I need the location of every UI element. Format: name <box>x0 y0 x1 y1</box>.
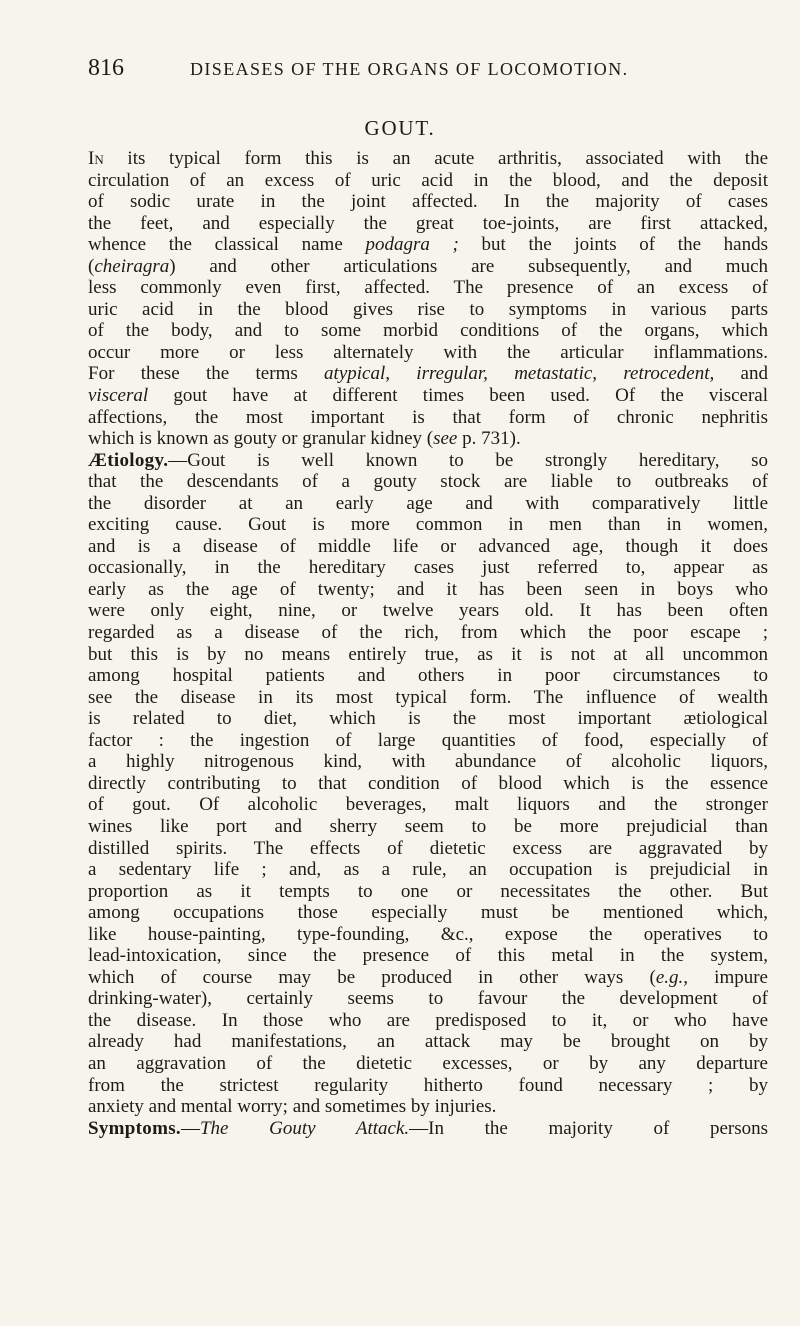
text-run: and <box>714 363 768 385</box>
text-line <box>88 299 768 321</box>
page-number: 816 <box>88 55 124 81</box>
text-run: and is a disease of middle life or advanced age, though it does <box>88 535 768 557</box>
text-run: early as the age of twenty; and it has been seen in boys who <box>88 578 768 600</box>
text-run: occur more or less alternately with the articular inflammations. <box>88 341 768 363</box>
text-run: ( <box>88 255 95 277</box>
text-line <box>88 514 768 536</box>
text-run: whence the classical name <box>88 234 366 256</box>
text-line <box>88 579 768 601</box>
text-line <box>88 1096 768 1118</box>
text-line <box>88 859 768 881</box>
text-line <box>88 493 768 515</box>
text-run: exciting cause. Gout is more common in men than in women, <box>88 514 768 536</box>
text-run: but this is by no means entirely true, as it is not at all uncommon <box>88 643 768 665</box>
text-line <box>88 967 768 989</box>
text-run: —Gout is well known to be strongly hereditary, so <box>168 449 768 471</box>
italic-text: visceral <box>88 385 149 407</box>
text-run: factor : the ingestion of large quantities of food, especially of <box>88 729 768 751</box>
text-run: the feet, and especially the great toe-joints, are first attacked, <box>88 212 768 234</box>
text-run: For these the terms <box>88 363 325 385</box>
text-run: distilled spirits. The effects of dietetic excess are aggravated by <box>88 837 768 859</box>
text-run: which is known as gouty or granular kidney ( <box>88 428 434 450</box>
text-line <box>88 170 768 192</box>
text-run: p. 731). <box>457 428 521 450</box>
text-run: from the strictest regularity hitherto found necessary ; by <box>88 1074 768 1096</box>
text-run: gout have at different times been used. Of the visceral <box>148 385 768 407</box>
text-line <box>88 902 768 924</box>
text-run: In <box>88 148 104 169</box>
text-run: like house-painting, type-founding, &c., expose the operatives to <box>88 923 768 945</box>
text-run: occasionally, in the hereditary cases just referred to, appear as <box>88 557 768 579</box>
text-run: impure <box>688 966 768 988</box>
text-line <box>88 838 768 860</box>
text-line <box>88 148 768 170</box>
text-run: lead-intoxication, since the presence of this metal in the system, <box>88 945 768 967</box>
section-heading: Symptoms. <box>88 1117 181 1139</box>
text-line <box>88 536 768 558</box>
text-run: among occupations those especially must be mentioned which, <box>88 902 768 924</box>
text-run: ) and other articulations are subsequently, and much <box>169 255 768 277</box>
italic-text: see <box>433 428 458 450</box>
text-line <box>88 708 768 730</box>
section-title: GOUT. <box>364 116 436 140</box>
text-run: directly contributing to that condition of blood which is the essence <box>88 772 768 794</box>
text-line <box>88 945 768 967</box>
text-line <box>88 730 768 752</box>
text-line <box>88 407 768 429</box>
text-run: see the disease in its most typical form. The influence of wealth <box>88 686 768 708</box>
text-line <box>88 191 768 213</box>
text-run: wines like port and sherry seem to be more prejudicial than <box>88 815 768 837</box>
text-run: already had manifestations, an attack may be brought on by <box>88 1031 768 1053</box>
text-run: were only eight, nine, or twelve years old. It has been often <box>88 600 768 622</box>
italic-text: podagra ; <box>365 234 459 256</box>
text-run: uric acid in the blood gives rise to symptoms in various parts <box>88 298 768 320</box>
text-line <box>88 256 768 278</box>
text-line <box>88 428 768 450</box>
text-run: is related to diet, which is the most important ætiological <box>88 708 768 730</box>
text-line <box>88 600 768 622</box>
text-run: of sodic urate in the joint affected. In the majority of cases <box>88 191 768 213</box>
text-line <box>88 665 768 687</box>
text-run: circulation of an excess of uric acid in the blood, and the deposit <box>88 169 768 191</box>
text-run: of the body, and to some morbid conditions of the organs, which <box>88 320 768 342</box>
text-run: but the joints of the hands <box>458 234 769 256</box>
text-line <box>88 1031 768 1053</box>
text-line <box>88 234 768 256</box>
text-line <box>88 1053 768 1075</box>
body-text <box>88 148 768 1139</box>
text-run: which of course may be produced in other ways ( <box>88 966 656 988</box>
text-run: among hospital patients and others in poor circumstances to <box>88 665 768 687</box>
text-line <box>88 1075 768 1097</box>
text-line <box>88 816 768 838</box>
text-line <box>88 687 768 709</box>
text-line <box>88 342 768 364</box>
text-line <box>88 385 768 407</box>
text-run: drinking-water), certainly seems to favour the development of <box>88 988 768 1010</box>
page-header <box>88 54 768 82</box>
text-run: that the descendants of a gouty stock are liable to outbreaks of <box>88 471 768 493</box>
text-line <box>88 622 768 644</box>
text-run: of gout. Of alcoholic beverages, malt liquors and the stronger <box>88 794 768 816</box>
text-line <box>88 471 768 493</box>
italic-text: cheiragra <box>94 255 170 277</box>
text-run: a highly nitrogenous kind, with abundance of alcoholic liquors, <box>88 751 768 773</box>
text-line <box>88 1118 768 1140</box>
text-run: — <box>180 1117 200 1139</box>
text-run: regarded as a disease of the rich, from which the poor escape ; <box>88 622 768 644</box>
text-run: affections, the most important is that form of chronic nephritis <box>88 406 768 428</box>
italic-text: The Gouty Attack. <box>199 1117 410 1139</box>
text-line <box>88 450 768 472</box>
text-line <box>88 988 768 1010</box>
italic-text: e.g., <box>655 966 689 988</box>
text-line <box>88 1010 768 1032</box>
text-line <box>88 644 768 666</box>
section-heading: Ætiology. <box>88 449 169 471</box>
text-run: the disorder at an early age and with comparatively little <box>88 492 768 514</box>
text-line <box>88 794 768 816</box>
text-line <box>88 924 768 946</box>
text-run: a sedentary life ; and, as a rule, an occupation is prejudicial in <box>88 859 768 881</box>
text-run: anxiety and mental worry; and sometimes by injuries. <box>88 1096 497 1118</box>
text-run: an aggravation of the dietetic excesses, or by any departure <box>88 1052 768 1074</box>
text-line <box>88 363 768 385</box>
text-line <box>88 881 768 903</box>
text-line <box>88 213 768 235</box>
italic-text: atypical, irregular, metastatic, retrocedent, <box>324 363 715 385</box>
text-line <box>88 277 768 299</box>
text-run: the disease. In those who are predisposed to it, or who have <box>88 1009 768 1031</box>
text-line <box>88 320 768 342</box>
text-line <box>88 773 768 795</box>
text-run: its typical form this is an acute arthritis, associated with the <box>103 148 768 169</box>
text-run: less commonly even first, affected. The presence of an excess of <box>88 277 768 299</box>
text-line <box>88 751 768 773</box>
text-line <box>88 557 768 579</box>
text-run: proportion as it tempts to one or necessitates the other. But <box>88 880 768 902</box>
running-title: DISEASES OF THE ORGANS OF LOCOMOTION. <box>190 59 629 79</box>
text-run: —In the majority of persons <box>409 1117 768 1139</box>
